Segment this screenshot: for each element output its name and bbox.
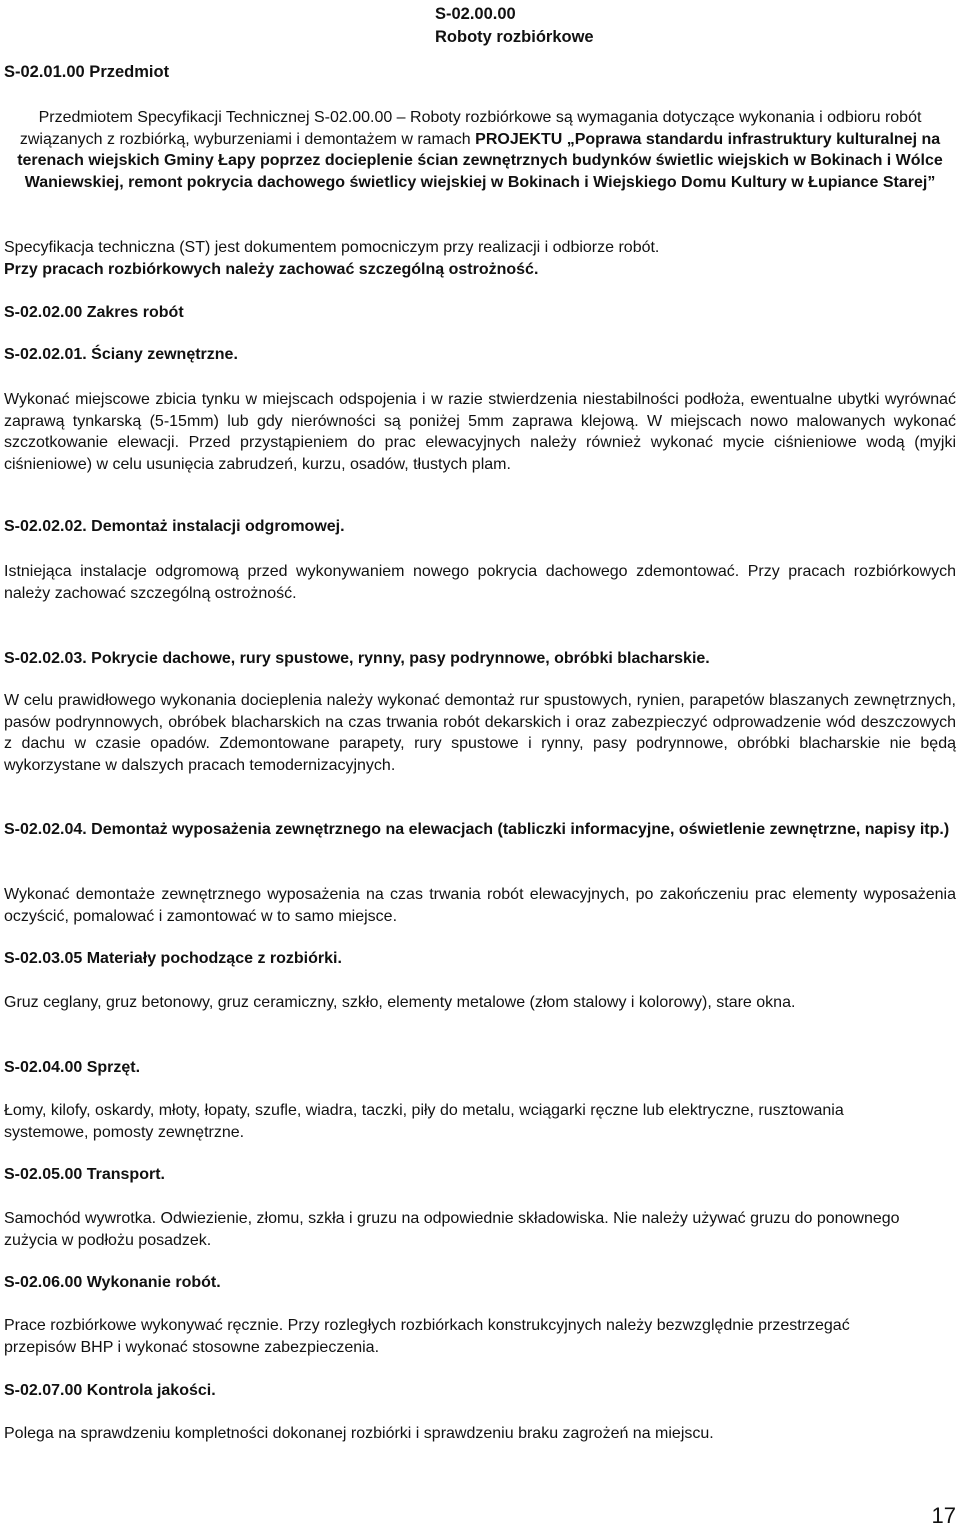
lightning-heading: S-02.02.02. Demontaż instalacji odgromowej. — [4, 518, 345, 535]
spec-note: Specyfikacja techniczna (ST) jest dokumentem pomocniczym przy realizacji i odbiorze robót. — [4, 239, 660, 256]
document-header — [435, 0, 635, 49]
roof-heading: S-02.02.03. Pokrycie dachowe, rury spustowe, rynny, pasy podrynnowe, obróbki blacharskie. — [4, 650, 710, 667]
quality-heading: S-02.07.00 Kontrola jakości. — [4, 1382, 216, 1399]
project-label: PROJEKTU — [475, 130, 563, 148]
materials-text: Gruz ceglany, gruz betonowy, gruz ceramiczny, szkło, elementy metalowe (złom stalowy i kolorowy), stare okna. — [4, 994, 796, 1011]
subject-heading: S-02.01.00 Przedmiot — [4, 63, 170, 81]
equipment-text: Wykonać demontaże zewnętrznego wyposażenia na czas trwania robót elewacyjnych, po zakończeniu prac elementy wyposażenia oczyścić, pomalować i zamontować w to samo miejsce. — [4, 886, 956, 925]
spec-code: S-02.00.00 — [435, 5, 516, 23]
caution-note: Przy pracach rozbiórkowych należy zachować szczególną ostrożność. — [4, 260, 539, 278]
quality-text: Polega na sprawdzeniu kompletności dokonanej rozbiórki i sprawdzeniu braku zagrożeń na miejscu. — [4, 1425, 714, 1442]
execution-text: Prace rozbiórkowe wykonywać ręcznie. Przy rozległych rozbiórkach konstrukcyjnych należy bezwzględnie przestrzegać przepisów BHP i wykonać stosowne zabezpieczenia. — [4, 1317, 850, 1356]
lightning-text: Istniejąca instalacje odgromową przed wykonywaniem nowego pokrycia dachowego zdemontować. Przy pracach rozbiórkowych należy zachować szczególną ostrożność. — [4, 563, 956, 602]
materials-heading: S-02.03.05 Materiały pochodzące z rozbiórki. — [4, 950, 342, 967]
subject-text: Przedmiotem Specyfikacji Technicznej S-02.00.00 – Roboty rozbiórkowe są wymagania dotyczące wykonania i odbioru robót związanych z rozbiórką, wyburzeniami i demontażem w ramach — [19, 109, 922, 148]
spec-title: Roboty rozbiórkowe — [435, 28, 594, 46]
equipment-heading: S-02.02.04. Demontaż wyposażenia zewnętrznego na elewacjach (tabliczki informacyjne, oświetlenie zewnętrzne, napisy itp.) — [4, 821, 950, 838]
walls-heading: S-02.02.01. Ściany zewnętrzne. — [4, 346, 238, 363]
scope-heading: S-02.02.00 Zakres robót — [4, 304, 184, 321]
execution-heading: S-02.06.00 Wykonanie robót. — [4, 1274, 221, 1291]
page-number: 17 — [931, 1502, 956, 1528]
spec-note-block — [4, 237, 956, 280]
transport-heading: S-02.05.00 Transport. — [4, 1166, 165, 1183]
project-title: „Poprawa standardu infrastruktury kulturalnej na terenach wiejskich Gminy Łapy poprzez docieplenie ścian zewnętrznych budynków świetlic wiejskich w Bokinach i Wólce Waniewskiej, remont pokrycia dachowego świetlicy wiejskiej w Bokinach i Wiejskiego Domu Kultury w Łupiance Starej” — [17, 130, 943, 191]
subject-paragraph — [4, 107, 956, 193]
roof-text: W celu prawidłowego wykonania docieplenia należy wykonać demontaż rur spustowych, rynien, parapetów blaszanych zewnętrznych, pasów podrynnowych, obróbek blacharskich na czas trwania robót dekarskich i oraz zabezpieczyć odprowadzenie wód deszczowych z dachu w czasie opadów. Zdemontowane parapety, rury spustowe i rynny, pasy podrynnowe, obróbki blacharskie nie będą wykorzystane w dalszych pracach temodernizacyjnych. — [4, 692, 956, 774]
tools-text: Łomy, kilofy, oskardy, młoty, łopaty, szufle, wiadra, taczki, piły do metalu, wciągarki ręczne lub elektryczne, rusztowania systemowe, pomosty zewnętrzne. — [4, 1102, 844, 1141]
transport-text: Samochód wywrotka. Odwiezienie, złomu, szkła i gruzu na odpowiednie składowiska. Nie należy używać gruzu do ponownego zużycia w podłożu posadzek. — [4, 1210, 900, 1249]
walls-text: Wykonać miejscowe zbicia tynku w miejscach odspojenia i w razie stwierdzenia niestabilności podłoża, ewentualne ubytki wyrównać zaprawą tynkarską (5-15mm) lub gdy nierówności są poniżej 5mm zaprawa klejową. W miejscach nowo malowanych wykonać szczotkowanie elewacji. Przed przystąpieniem do prac elewacyjnych należy również wykonać mycie ciśnieniowe wodą (myjki ciśnieniowe) w celu usunięcia zabrudzeń, kurzu, osadów, tłustych plam. — [4, 391, 956, 473]
tools-heading: S-02.04.00 Sprzęt. — [4, 1059, 141, 1076]
